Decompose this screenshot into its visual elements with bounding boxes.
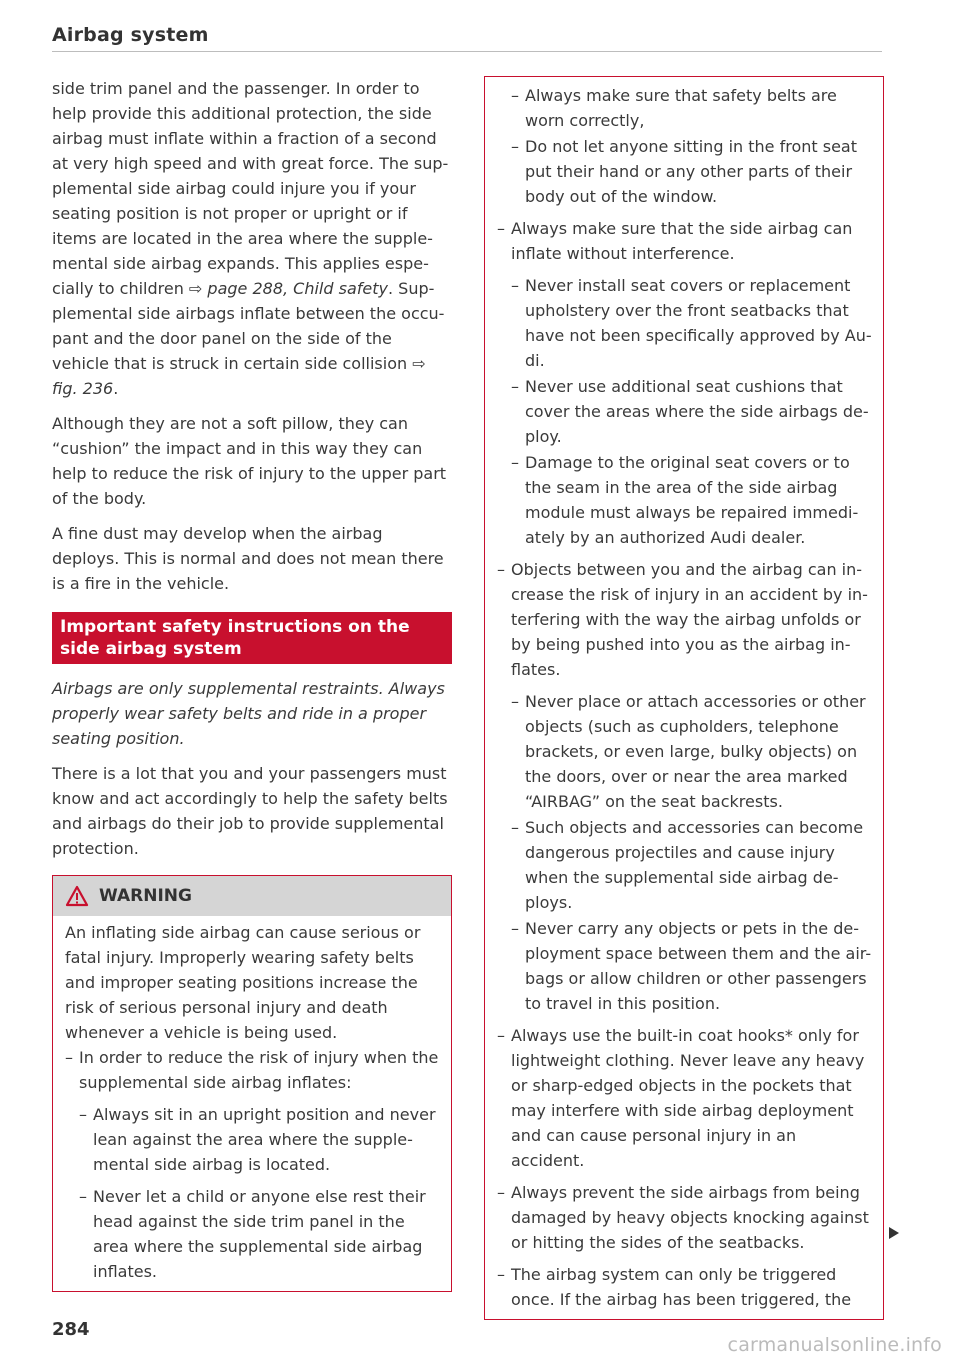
list-item-text: Always prevent the side airbags from being damaged by heavy objects knocking against or hitting the sides of the seatbacks. (511, 1183, 869, 1252)
dash-bullet: – (511, 137, 519, 156)
dash-bullet: – (497, 560, 505, 579)
dash-bullet: – (511, 276, 519, 295)
page-header-title: Airbag system (52, 24, 209, 46)
dash-bullet: – (65, 1048, 73, 1067)
list-item-text: Never let a child or anyone else rest their head against the side trim panel in the area where the supplemental side airbag inflates. (93, 1187, 426, 1281)
warning-continuation-box (484, 76, 884, 1320)
list-item-text: Never place or attach accessories or other objects (such as cupholders, telephone brackets, or even large, bulky objects) on the doors, over or near the area marked “AIRBAG” on the seat backrests. (525, 692, 866, 811)
paragraph-text: . (113, 379, 119, 398)
dash-bullet: – (79, 1187, 87, 1206)
list-item (497, 134, 873, 209)
dash-bullet: – (511, 86, 519, 105)
list-item-text: The airbag system can only be triggered once. If the airbag has been triggered, the (511, 1265, 852, 1309)
list-item-text: Always make sure that the side airbag can inflate without interference. (511, 219, 853, 263)
warning-text: An inflating side airbag can cause serious or fatal injury. Improperly wearing safety belts and improper seating positions increase the risk of serious personal injury and death whenever a vehicle is being used. (65, 923, 421, 1042)
header-divider (52, 51, 882, 52)
page-number: 284 (52, 1319, 90, 1340)
section-intro: Airbags are only supplemental restraints. Always properly wear safety belts and ride in a proper seating position. (52, 679, 445, 748)
list-item-text: Such objects and accessories can become dangerous projectiles and cause injury when the supplemental side airbag de-ploys. (525, 818, 864, 912)
dash-bullet: – (497, 1265, 505, 1284)
list-item (497, 1023, 873, 1173)
list-item-text: Damage to the original seat covers or to the seam in the area of the side airbag module must always be repaired immedi-ately by an authorized Audi dealer. (525, 453, 859, 547)
body-paragraph: Although they are not a soft pillow, they can “cushion” the impact and in this way they can help to reduce the risk of injury to the upper part of the body. (52, 414, 447, 508)
list-item (497, 557, 873, 682)
list-item (497, 1262, 873, 1312)
list-item-text: Never carry any objects or pets in the de-ployment space between them and the air-bags or allow children or other passengers to travel in this position. (525, 919, 872, 1013)
watermark: carmanualsonline.info (727, 1334, 942, 1356)
list-item (497, 216, 873, 266)
list-item-text: Always sit in an upright position and never lean against the area where the supple-mental side airbag is located. (93, 1105, 436, 1174)
list-item-text: Objects between you and the airbag can in-crease the risk of injury in an accident by in-terfering with the way the airbag unfolds or by being pushed into you as the airbag in-flates. (511, 560, 868, 679)
dash-bullet: – (511, 919, 519, 938)
dash-bullet: – (497, 1026, 505, 1045)
warning-title: WARNING (99, 886, 192, 906)
warning-header (53, 876, 451, 916)
list-item (497, 273, 873, 373)
list-item (497, 83, 873, 133)
body-paragraph: A fine dust may develop when the airbag deploys. This is normal and does not mean there is a fire in the vehicle. (52, 524, 444, 593)
list-item-text: Never use additional seat cushions that cover the areas where the side airbags de-ploy. (525, 377, 869, 446)
dash-bullet: – (79, 1105, 87, 1124)
dash-bullet: – (511, 377, 519, 396)
list-item (65, 1184, 439, 1284)
list-item (497, 450, 873, 550)
body-paragraph: There is a lot that you and your passengers must know and act accordingly to help the safety belts and airbags do their job to provide supplemental protection. (52, 764, 448, 858)
body-paragraph (52, 76, 452, 401)
warning-triangle-icon (65, 885, 89, 907)
list-item (497, 374, 873, 449)
list-item (65, 1102, 439, 1177)
warning-body (53, 916, 451, 1291)
list-item-text: Always use the built-in coat hooks* only for lightweight clothing. Never leave any heavy or sharp-edged objects in the pockets that may interfere with side airbag deployment and can cause personal injury in an accident. (511, 1026, 865, 1170)
dash-bullet: – (497, 1183, 505, 1202)
figure-reference-link[interactable]: ⇨ fig. 236 (52, 354, 426, 398)
page-reference-link[interactable]: ⇨ page 288, Child safety (188, 279, 388, 298)
dash-bullet: – (511, 692, 519, 711)
list-item-text: In order to reduce the risk of injury when the supplemental side airbag inflates: (79, 1048, 439, 1092)
left-column (52, 76, 452, 1292)
dash-bullet: – (497, 219, 505, 238)
list-item-text: Never install seat covers or replacement upholstery over the front seatbacks that have not been specifically approved by Au-di. (525, 276, 872, 370)
list-item-text: Always make sure that safety belts are worn correctly, (525, 86, 837, 130)
dash-bullet: – (511, 453, 519, 472)
list-item (497, 916, 873, 1016)
dash-bullet: – (511, 818, 519, 837)
paragraph-text: side trim panel and the passenger. In order to help provide this additional protection, the side airbag must inflate within a fraction of a second at very high speed and with great force. The sup-plemental side airbag could injure you if your seating position is not proper or upright or if items are located in the area where the supple-mental side airbag expands. This applies espe-cially to children (52, 79, 449, 298)
list-item (497, 815, 873, 915)
triangle-right-icon (889, 1227, 899, 1239)
section-heading: Important safety instructions on the side airbag system (52, 612, 452, 664)
list-item (497, 1180, 873, 1255)
list-item (65, 1045, 439, 1095)
warning-box (52, 875, 452, 1292)
list-item (497, 689, 873, 814)
list-item-text: Do not let anyone sitting in the front seat put their hand or any other parts of their body out of the window. (525, 137, 857, 206)
right-column (484, 76, 884, 1320)
paragraph-text: . Sup-plemental side airbags inflate between the occu-pant and the door panel on the side of the vehicle that is struck in certain side collision (52, 279, 445, 373)
